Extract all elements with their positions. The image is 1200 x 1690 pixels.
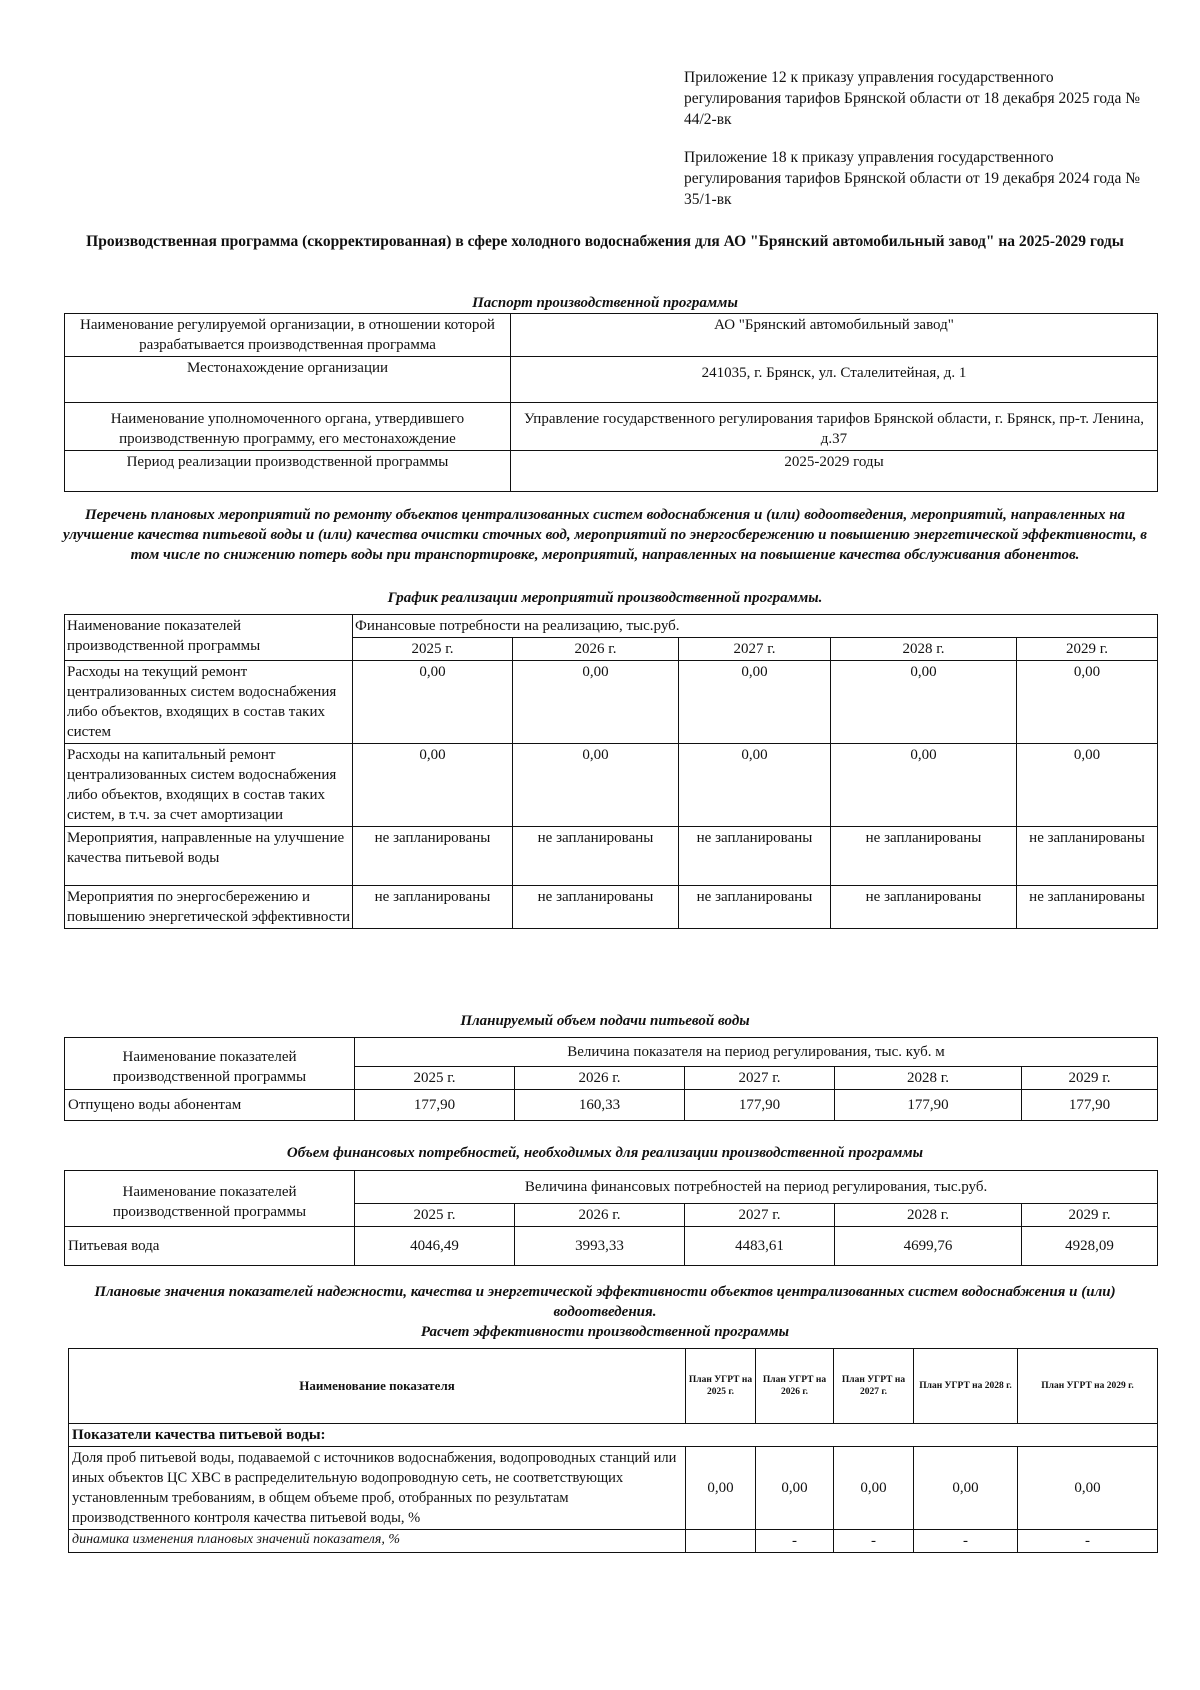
table-row	[65, 1090, 1158, 1121]
table-row	[69, 1424, 1158, 1447]
col-header-name: Наименование показателей производственной программы	[65, 1171, 355, 1227]
year-header: 2026 г.	[513, 638, 679, 661]
table-row	[65, 1171, 1158, 1204]
table-row	[69, 1349, 1158, 1424]
cell-value: 4928,09	[1022, 1227, 1158, 1266]
cell-value: 177,90	[685, 1090, 835, 1121]
cell-value: не запланированы	[1017, 827, 1158, 886]
annex-note-1: Приложение 12 к приказу управления государственного регулирования тарифов Брянской области от 18 декабря 2025 года № 44/2-вк	[684, 69, 1141, 128]
cell-value: не запланированы	[1017, 886, 1158, 929]
cell-value: не запланированы	[353, 827, 513, 886]
passport-table	[64, 313, 1158, 492]
year-header: План УГРТ на 2029 г.	[1018, 1349, 1158, 1424]
year-header: План УГРТ на 2025 г.	[686, 1349, 756, 1424]
col-header-name: Наименование показателей производственной программы	[65, 615, 353, 661]
table-row	[65, 357, 1158, 403]
passport-value: 241035, г. Брянск, ул. Сталелитейная, д. 1	[511, 357, 1158, 403]
table-row	[65, 744, 1158, 827]
passport-label: Наименование регулируемой организации, в отношении которой разрабатывается производственная программа	[65, 314, 511, 357]
cell-value: не запланированы	[831, 886, 1017, 929]
cell-value: -	[914, 1530, 1018, 1553]
year-header: План УГРТ на 2027 г.	[834, 1349, 914, 1424]
cell-value: -	[834, 1530, 914, 1553]
cell-value: 0,00	[679, 744, 831, 827]
row-label: Отпущено воды абонентам	[65, 1090, 355, 1121]
row-label: динамика изменения плановых значений показателя, %	[69, 1530, 686, 1553]
cell-value: не запланированы	[831, 827, 1017, 886]
section-heading: Показатели качества питьевой воды:	[69, 1424, 1158, 1447]
cell-value: не запланированы	[513, 886, 679, 929]
cell-value: 0,00	[834, 1447, 914, 1530]
col-header-group: Величина показателя на период регулирования, тыс. куб. м	[355, 1038, 1158, 1067]
table-row	[69, 1530, 1158, 1553]
cell-value: 3993,33	[515, 1227, 685, 1266]
table-row	[65, 403, 1158, 451]
cell-value: 0,00	[1018, 1447, 1158, 1530]
table-row	[65, 1227, 1158, 1266]
cell-value: 0,00	[1017, 661, 1158, 744]
row-label: Доля проб питьевой воды, подаваемой с источников водоснабжения, водопроводных станций или иных объектов ЦС ХВС в распределительную водопроводную сеть, не соответствующих установленным требованиям, в общем объеме проб, отобранных по результатам производственного контроля качества питьевой воды, %	[69, 1447, 686, 1530]
passport-value: Управление государственного регулирования тарифов Брянской области, г. Брянск, пр-т. Ленина, д.37	[511, 403, 1158, 451]
col-header-group: Величина финансовых потребностей на период регулирования, тыс.руб.	[355, 1171, 1158, 1204]
col-header-group: Финансовые потребности на реализацию, тыс.руб.	[353, 615, 1158, 638]
cell-value: -	[756, 1530, 834, 1553]
cell-value: 0,00	[1017, 744, 1158, 827]
year-header: 2025 г.	[355, 1204, 515, 1227]
table-row	[65, 615, 1158, 638]
passport-value: АО "Брянский автомобильный завод"	[511, 314, 1158, 357]
cell-value: 0,00	[353, 744, 513, 827]
cell-value: -	[1018, 1530, 1158, 1553]
volume-table	[64, 1037, 1158, 1121]
row-label: Питьевая вода	[65, 1227, 355, 1266]
row-label: Мероприятия по энергосбережению и повышению энергетической эффективности	[65, 886, 353, 929]
table-row	[65, 661, 1158, 744]
year-header: 2028 г.	[835, 1067, 1022, 1090]
document-title: Производственная программа (скорректированная) в сфере холодного водоснабжения для АО "Брянский автомобильный завод" на 2025-2029 годы	[86, 233, 1124, 250]
year-header: План УГРТ на 2028 г.	[914, 1349, 1018, 1424]
table-row	[65, 827, 1158, 886]
cell-value: не запланированы	[353, 886, 513, 929]
finance-caption: Объем финансовых потребностей, необходимых для реализации производственной программы	[286, 1145, 924, 1161]
row-label: Мероприятия, направленные на улучшение качества питьевой воды	[65, 827, 353, 886]
cell-value: 0,00	[679, 661, 831, 744]
cell-value: не запланированы	[513, 827, 679, 886]
year-header: 2028 г.	[831, 638, 1017, 661]
year-header: 2026 г.	[515, 1067, 685, 1090]
cell-value	[686, 1530, 756, 1553]
year-header: План УГРТ на 2026 г.	[756, 1349, 834, 1424]
volume-caption: Планируемый объем подачи питьевой воды	[460, 1013, 750, 1029]
cell-value: 4483,61	[685, 1227, 835, 1266]
cell-value: 177,90	[1022, 1090, 1158, 1121]
cell-value: 4046,49	[355, 1227, 515, 1266]
cell-value: 0,00	[914, 1447, 1018, 1530]
table-row	[65, 314, 1158, 357]
table-row	[69, 1447, 1158, 1530]
events-schedule-caption: График реализации мероприятий производственной программы.	[387, 590, 823, 606]
year-header: 2025 г.	[355, 1067, 515, 1090]
passport-value: 2025-2029 годы	[511, 451, 1158, 492]
events-caption: Перечень плановых мероприятий по ремонту объектов централизованных систем водоснабжения и (или) водоотведения, мероприятий, направленных на улучшение качества питьевой воды и (или) качества очистки сточных вод, мероприятий по энергосбережению и повышению энергетической эффективности, в том числе по снижению потерь воды при транспортировке, мероприятий, направленных на повышение качества обслуживания абонентов.	[62, 507, 1148, 563]
table-row	[65, 451, 1158, 492]
finance-table	[64, 1170, 1158, 1266]
efficiency-caption: Плановые значения показателей надежности, качества и энергетической эффективности объектов централизованных систем водоснабжения и (или) водоотведения.	[94, 1284, 1116, 1320]
row-label: Расходы на текущий ремонт централизованных систем водоснабжения либо объектов, входящих в состав таких систем	[65, 661, 353, 744]
year-header: 2027 г.	[679, 638, 831, 661]
cell-value: 4699,76	[835, 1227, 1022, 1266]
year-header: 2029 г.	[1022, 1067, 1158, 1090]
year-header: 2025 г.	[353, 638, 513, 661]
efficiency-calc-caption: Расчет эффективности производственной программы	[420, 1324, 790, 1340]
cell-value: не запланированы	[679, 886, 831, 929]
col-header-name: Наименование показателей производственной программы	[65, 1038, 355, 1090]
cell-value: не запланированы	[679, 827, 831, 886]
year-header: 2026 г.	[515, 1204, 685, 1227]
year-header: 2029 г.	[1017, 638, 1158, 661]
efficiency-table	[68, 1348, 1158, 1553]
col-header-name: Наименование показателя	[69, 1349, 686, 1424]
year-header: 2027 г.	[685, 1204, 835, 1227]
row-label: Расходы на капитальный ремонт централизованных систем водоснабжения либо объектов, входящих в состав таких систем, в т.ч. за счет амортизации	[65, 744, 353, 827]
cell-value: 0,00	[513, 661, 679, 744]
year-header: 2027 г.	[685, 1067, 835, 1090]
events-table	[64, 614, 1158, 929]
cell-value: 0,00	[686, 1447, 756, 1530]
passport-caption: Паспорт производственной программы	[472, 295, 738, 311]
cell-value: 0,00	[353, 661, 513, 744]
cell-value: 0,00	[831, 744, 1017, 827]
table-row	[65, 1038, 1158, 1067]
cell-value: 0,00	[831, 661, 1017, 744]
cell-value: 0,00	[756, 1447, 834, 1530]
cell-value: 177,90	[355, 1090, 515, 1121]
passport-label: Наименование уполномоченного органа, утвердившего производственную программу, его местонахождение	[65, 403, 511, 451]
cell-value: 160,33	[515, 1090, 685, 1121]
passport-label: Период реализации производственной программы	[65, 451, 511, 492]
annex-note-2: Приложение 18 к приказу управления государственного регулирования тарифов Брянской области от 19 декабря 2024 года № 35/1-вк	[684, 149, 1141, 208]
cell-value: 177,90	[835, 1090, 1022, 1121]
year-header: 2028 г.	[835, 1204, 1022, 1227]
table-row	[65, 886, 1158, 929]
passport-label: Местонахождение организации	[65, 357, 511, 403]
cell-value: 0,00	[513, 744, 679, 827]
year-header: 2029 г.	[1022, 1204, 1158, 1227]
